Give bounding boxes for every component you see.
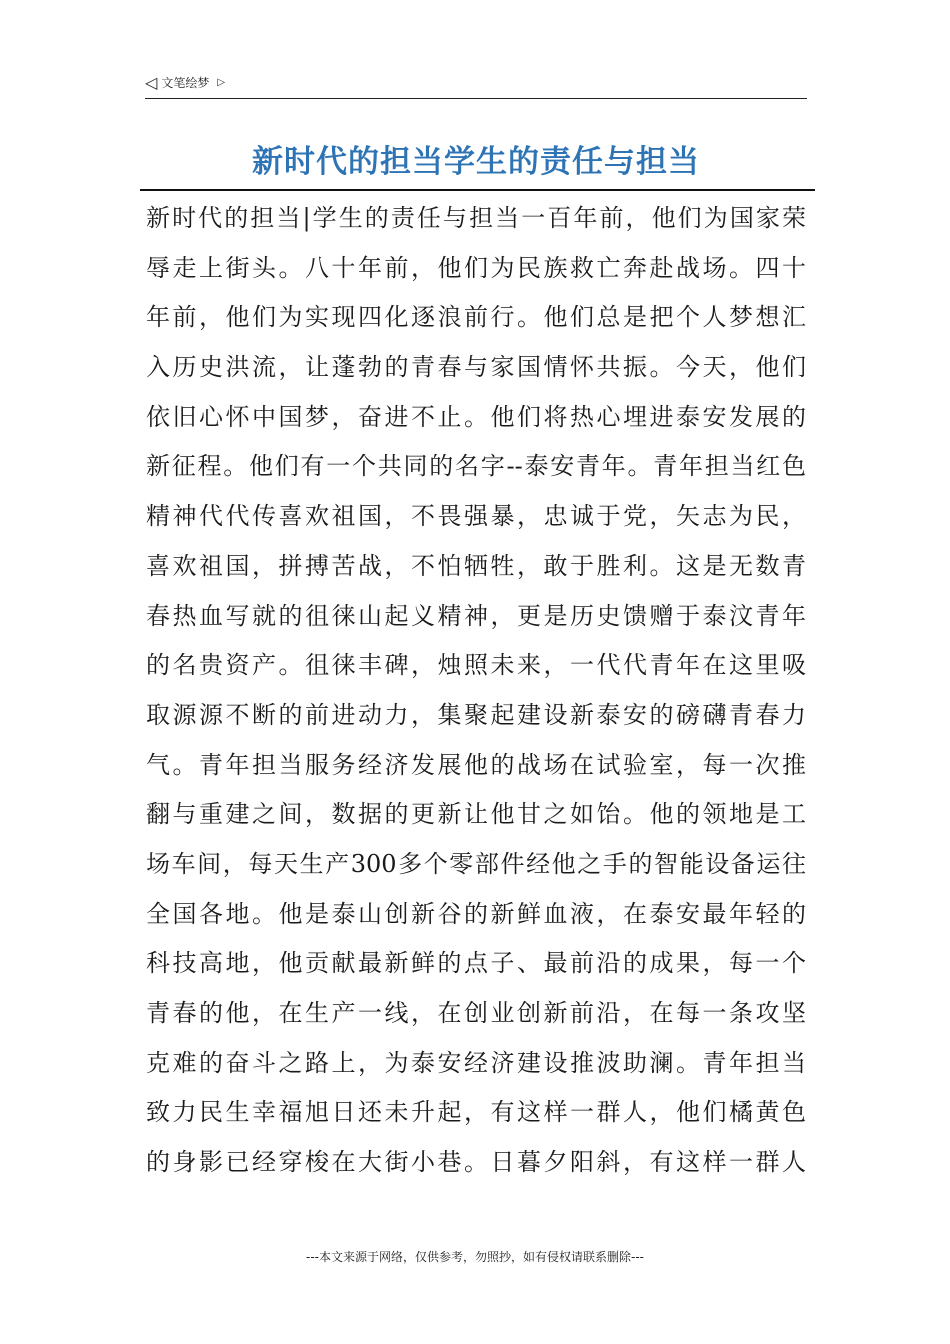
body-line: 科技高地，他贡献最新鲜的点子、最前沿的成果，每一个 [146,949,806,978]
body-line: 取源源不断的前进动力，集聚起建设新泰安的磅礴青春力 [146,700,806,729]
body-line: 精神代代传喜欢祖国，不畏强暴，忠诚于党，矢志为民， [146,502,806,531]
body-line: 依旧心怀中国梦，奋进不止。他们将热心埋进泰安发展的 [146,402,806,431]
body-line: 翻与重建之间，数据的更新让他甘之如饴。他的领地是工 [146,800,806,829]
body-line: 辱走上街头。八十年前，他们为民族救亡奔赴战场。四十 [146,253,806,282]
body-line: 春热血写就的徂徕山起义精神，更是历史馈赠于泰汶青年 [146,601,806,630]
body-line: 全国各地。他是泰山创新谷的新鲜血液，在泰安最年轻的 [146,899,806,928]
body-line: 的名贵资产。徂徕丰碑，烛照未来，一代代青年在这里吸 [146,651,806,680]
document-body [146,200,806,1194]
body-line: 的身影已经穿梭在大街小巷。日暮夕阳斜，有这样一群人 [146,1148,806,1177]
document-title: 新时代的担当学生的责任与担当 [252,144,700,180]
body-line: 青春的他，在生产一线，在创业创新前沿，在每一条攻坚 [146,999,806,1027]
body-line: 场车间，每天生产300多个零部件经他之手的智能设备运往 [146,849,806,878]
body-line: 气。青年担当服务经济发展他的战场在试验室，每一次推 [146,750,806,779]
body-line: 年前，他们为实现四化逐浪前行。他们总是把个人梦想汇 [146,303,806,332]
footer-notice: ---本文来源于网络，仅供参考，勿照抄，如有侵权请联系删除--- [306,1250,644,1264]
body-line: 致力民生幸福旭日还未升起，有这样一群人，他们橘黄色 [146,1098,806,1127]
body-line: 新征程。他们有一个共同的名字--泰安青年。青年担当红色 [146,452,806,481]
body-line: 新时代的担当|学生的责任与担当一百年前，他们为国家荣 [146,204,806,232]
body-line: 入历史洪流，让蓬勃的青春与家国情怀共振。今天，他们 [146,353,806,382]
page-header [145,72,807,99]
header-brand [145,74,225,91]
triangle-left-icon: ◁ [145,72,158,92]
body-line: 喜欢祖国，拼搏苦战，不怕牺牲，敢于胜利。这是无数青 [146,551,806,580]
triangle-right-icon: ▷ [217,76,226,88]
title-divider [140,189,815,191]
brand-name: 文笔绘梦 [161,76,210,90]
body-line: 克难的奋斗之路上，为泰安经济建设推波助澜。青年担当 [146,1048,806,1077]
